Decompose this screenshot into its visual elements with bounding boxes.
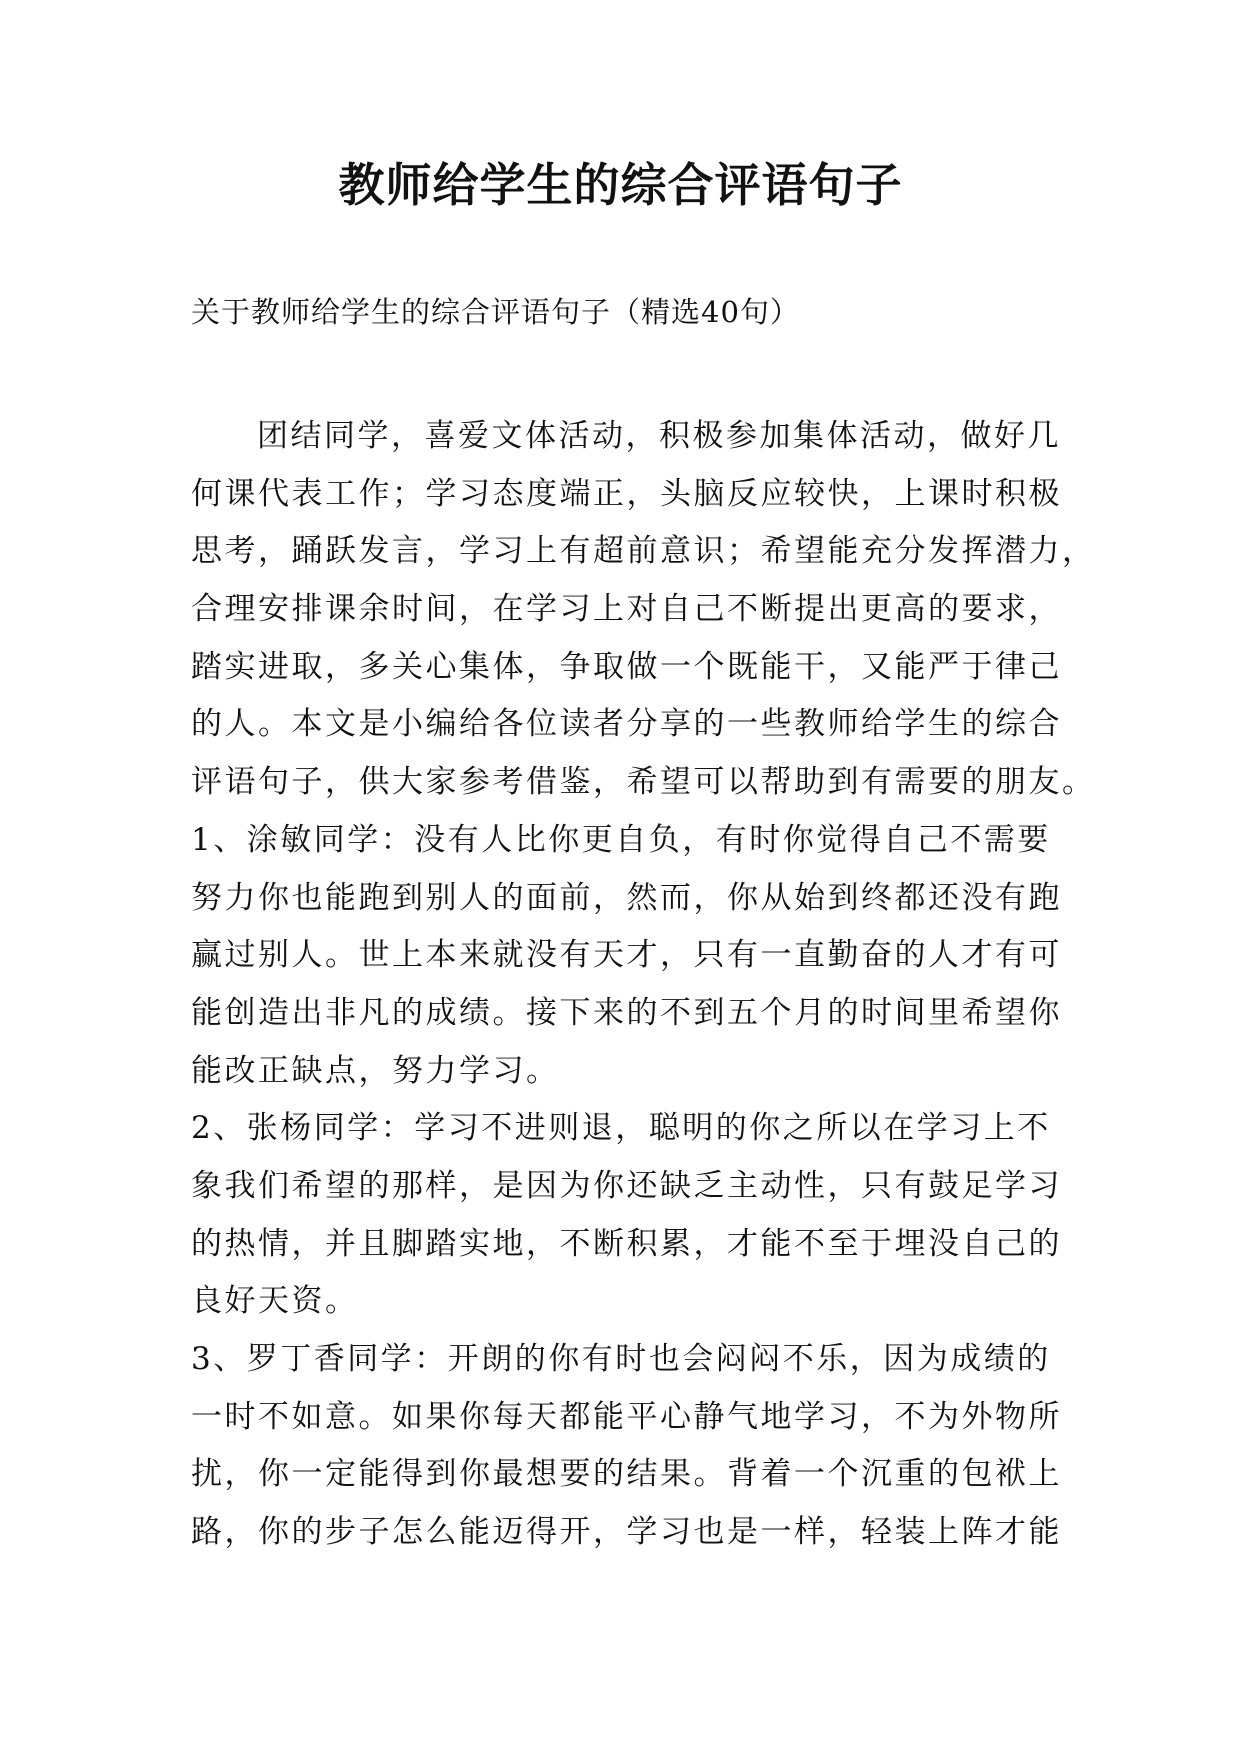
body-line: 的热情，并且脚踏实地，不断积累，才能不至于埋没自己的 bbox=[191, 1225, 1062, 1262]
body-line: 3、罗丁香同学：开朗的你有时也会闷闷不乐，因为成绩的 bbox=[191, 1341, 1051, 1377]
body-line: 赢过别人。世上本来就没有天才，只有一直勤奋的人才有可 bbox=[191, 937, 1062, 974]
body-line: 的人。本文是小编给各位读者分享的一些教师给学生的综合 bbox=[191, 706, 1062, 743]
document-title: 教师给学生的综合评语句子 bbox=[338, 158, 903, 212]
body-line: 踏实进取，多关心集体，争取做一个既能干，又能严于律己 bbox=[191, 648, 1062, 685]
body-line: 良好天资。 bbox=[191, 1283, 359, 1320]
body-line: 合理安排课余时间，在学习上对自己不断提出更高的要求， bbox=[191, 591, 1062, 628]
body-line: 能改正缺点，努力学习。 bbox=[191, 1052, 560, 1089]
body-line: 思考，踊跃发言，学习上有超前意识；希望能充分发挥潜力， bbox=[191, 533, 1096, 570]
body-line: 团结同学，喜爱文体活动，积极参加集体活动，做好几 bbox=[257, 418, 1061, 454]
body-line: 象我们希望的那样，是因为你还缺乏主动性，只有鼓足学习 bbox=[191, 1167, 1062, 1204]
body-line: 路，你的步子怎么能迈得开，学习也是一样，轻装上阵才能 bbox=[191, 1514, 1062, 1551]
body-line: 评语句子，供大家参考借鉴，希望可以帮助到有需要的朋友。 bbox=[191, 764, 1096, 801]
body-line: 努力你也能跑到别人的面前，然而，你从始到终都还没有跑 bbox=[191, 879, 1062, 916]
document-subtitle: 关于教师给学生的综合评语句子（精选40句） bbox=[191, 295, 800, 329]
body-line: 一时不如意。如果你每天都能平心静气地学习，不为外物所 bbox=[191, 1398, 1062, 1435]
document-body bbox=[191, 408, 1096, 1562]
body-line: 2、张杨同学：学习不进则退，聪明的你之所以在学习上不 bbox=[191, 1110, 1051, 1147]
body-line: 扰，你一定能得到你最想要的结果。背着一个沉重的包袱上 bbox=[191, 1456, 1062, 1493]
body-line: 1、涂敏同学：没有人比你更自负，有时你觉得自己不需要 bbox=[191, 821, 1051, 858]
body-line: 何课代表工作；学习态度端正，头脑反应较快，上课时积极 bbox=[191, 475, 1062, 512]
body-line: 能创造出非凡的成绩。接下来的不到五个月的时间里希望你 bbox=[191, 994, 1062, 1031]
